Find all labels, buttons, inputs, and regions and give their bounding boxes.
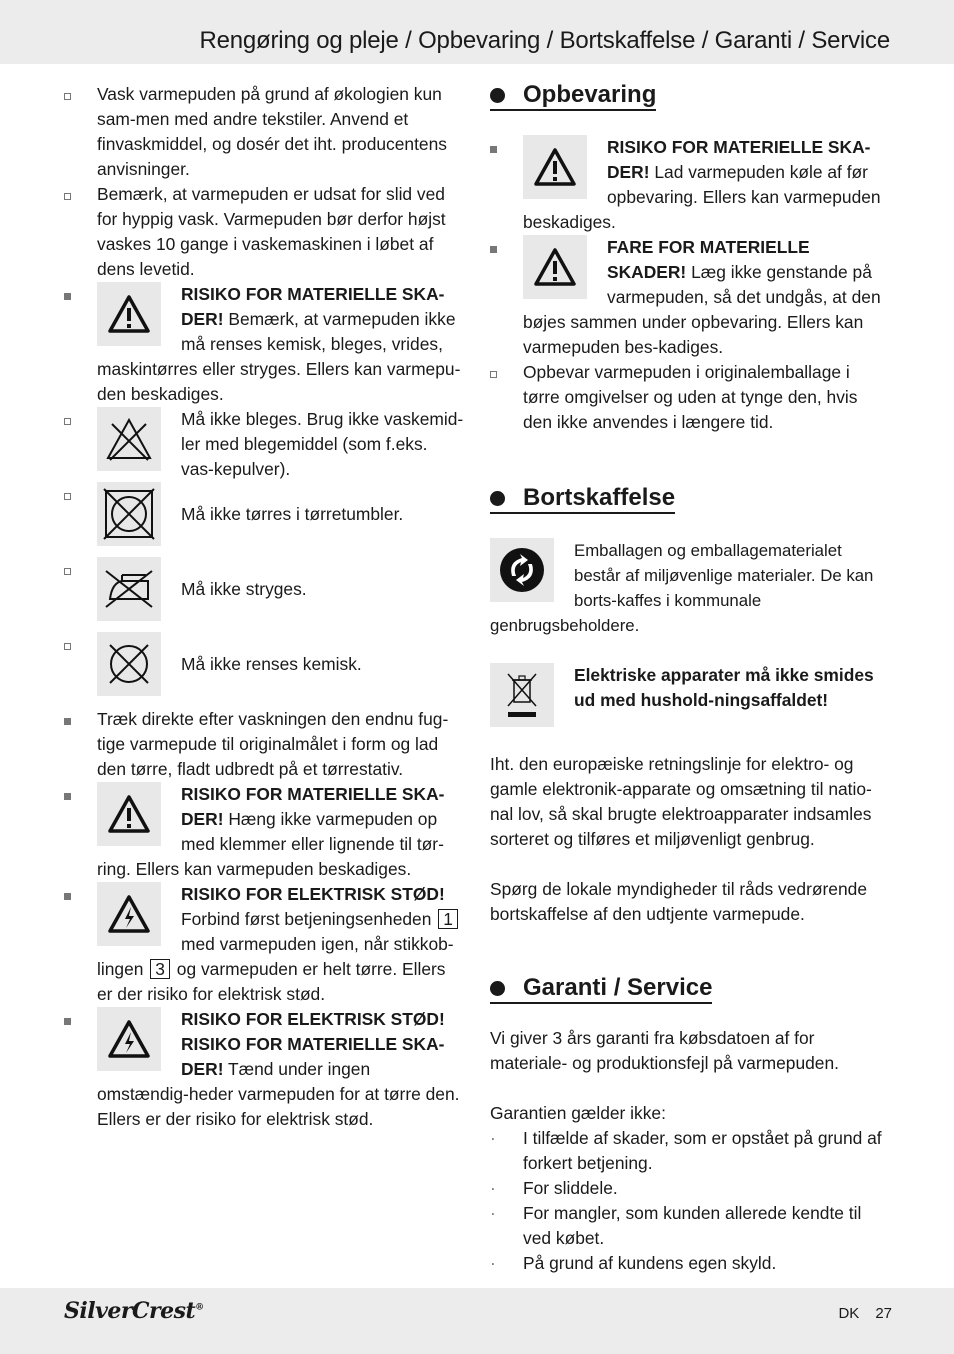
reference-number: 1 (438, 909, 458, 929)
hollow-bullet-icon (490, 371, 497, 378)
hollow-bullet-icon (64, 93, 71, 100)
section-bortskaffelse (490, 485, 675, 514)
section-bullet-icon (490, 981, 505, 996)
hollow-bullet-icon (64, 193, 71, 200)
warning-heading: RISIKO FOR ELEKTRISK STØD! (181, 1009, 445, 1029)
section-title: Garanti / Service (523, 974, 713, 1001)
list-item-text: I tilfælde af skader, som er opstået på grund af forkert betjening. (523, 1128, 882, 1173)
section-underline (490, 109, 656, 111)
solid-bullet-icon (64, 718, 71, 725)
warning-text: Tænd under ingen omstændig-heder varmepuden for at tørre den. Ellers er der risiko for elektrisk stød. (97, 1059, 460, 1129)
section-title: Opbevaring (523, 81, 657, 108)
language-code: DK (838, 1305, 860, 1322)
paragraph: Vask varmepuden på grund af økologien kun sam-men med andre tekstiler. Anvend et finvaskmiddel, og dosér det iht. producentens anvisninger. (97, 84, 447, 179)
list-item: · For mangler, som kunden allerede kendte til ved købet. (490, 1203, 862, 1248)
warning-text: Lad varmepuden køle af før opbevaring. Ellers kan varmepuden beskadiges. (523, 162, 881, 232)
warning-text: med varmepuden igen, når stikkob-lingen (97, 934, 454, 979)
care-symbol-item (64, 407, 464, 482)
paragraph: Emballagen og emballagematerialet består af miljøvenlige materialer. De kan borts-kaffes i kommunale genbrugsbeholdere. (490, 541, 874, 635)
page-header (0, 0, 954, 64)
hollow-bullet-icon (64, 568, 71, 575)
warning-text: Bemærk, at varmepuden ikke må renses kemisk, bleges, vrides, maskintørres eller stryges. Ellers kan varmepu-den beskadiges. (97, 309, 461, 404)
solid-bullet-icon (490, 146, 497, 153)
section-opbevaring (490, 82, 656, 111)
reference-number: 3 (150, 959, 170, 979)
brand-name: SilverCrest (64, 1298, 196, 1324)
care-text: Må ikke bleges. Brug ikke vaskemid-ler med blegemiddel (som f.eks. vas-kepulver). (181, 409, 464, 479)
disposal-warning: Elektriske apparater må ikke smides ud med hushold-ningsaffaldet! (574, 665, 874, 710)
paragraph: Vi giver 3 års garanti fra købsdatoen af for materiale- og produktionsfejl på varmepuden. (490, 1028, 839, 1073)
section-underline (490, 512, 675, 514)
warning-triangle-icon (97, 282, 161, 346)
solid-bullet-icon (64, 1018, 71, 1025)
care-text: Må ikke tørres i tørretumbler. (181, 504, 404, 524)
list-item (64, 82, 464, 182)
care-text: Må ikke renses kemisk. (181, 654, 362, 674)
paragraph: Bemærk, at varmepuden er udsat for slid ved for hyppig vask. Varmepuden bør derfor højst vaskes 10 gange i vaskemaskinen i løbet af dens levetid. (97, 184, 446, 279)
crossed-bin-icon (490, 663, 554, 727)
list-item-text: For sliddele. (523, 1178, 618, 1198)
list-item: · I tilfælde af skader, som er opstået på grund af forkert betjening. (490, 1128, 882, 1173)
warning-text: Hæng ikke varmepuden op med klemmer eller lignende til tør-ring. Ellers kan varmepuden beskadiges. (97, 809, 444, 879)
brand-logo (64, 1298, 204, 1324)
electric-shock-icon (97, 882, 161, 946)
warning-text: Forbind først betjeningsenheden (181, 909, 432, 929)
hollow-bullet-icon (64, 493, 71, 500)
solid-bullet-icon (64, 893, 71, 900)
warning-item (64, 782, 464, 882)
warning-heading: RISIKO FOR ELEKTRISK STØD! (181, 884, 445, 904)
no-dry-clean-icon (97, 632, 161, 696)
paragraph: Iht. den europæiske retningslinje for elektro- og gamle elektronik-apparate og omsætning til natio-nal lov, så skal brugte elektroapparater indsamles sorteret og tilføres et miljøvenligt genbrug. (490, 754, 872, 849)
section-bullet-icon (490, 491, 505, 506)
section-garanti (490, 975, 712, 1004)
section-title: Bortskaffelse (523, 484, 676, 511)
list-item: · For sliddele. (490, 1178, 618, 1198)
warning-item (490, 235, 890, 360)
section-underline (490, 1002, 712, 1004)
list-item-text: På grund af kundens egen skyld. (523, 1253, 777, 1273)
list-item: · På grund af kundens egen skyld. (490, 1253, 777, 1273)
registered-mark: ® (195, 1302, 204, 1313)
paragraph: Træk direkte efter vaskningen den endnu fug-tige varmepude til originalmålet i form og lad den tørre, fladt udbredt på et tørrestativ. (97, 709, 449, 779)
warning-heading: RISIKO FOR MATERIELLE SKA-DER! (181, 284, 445, 329)
hollow-bullet-icon (64, 643, 71, 650)
solid-bullet-icon (64, 293, 71, 300)
paragraph: Opbevar varmepuden i originalemballage i tørre omgivelser og uden at tynge den, hvis den ikke anvendes i længere tid. (523, 362, 858, 432)
solid-bullet-icon (64, 793, 71, 800)
warning-heading: RISIKO FOR MATERIELLE SKA-DER! (181, 784, 445, 829)
care-symbol-item (64, 557, 464, 632)
paragraph: Garantien gælder ikke: (490, 1103, 666, 1123)
list-item (490, 360, 890, 435)
warning-heading: FARE FOR MATERIELLE SKADER! (607, 237, 810, 282)
hollow-bullet-icon (64, 418, 71, 425)
warning-item (64, 282, 464, 407)
section-bullet-icon (490, 88, 505, 103)
page-number-value: 27 (875, 1305, 892, 1322)
no-bleach-icon (97, 407, 161, 471)
disposal-electronics (490, 663, 890, 727)
left-column (64, 82, 464, 1132)
care-text: Må ikke stryges. (181, 579, 307, 599)
no-tumble-dry-icon (97, 482, 161, 546)
no-iron-icon (97, 557, 161, 621)
warning-item (490, 135, 890, 235)
list-item-text: For mangler, som kunden allerede kendte til ved købet. (523, 1203, 862, 1248)
list-item (64, 182, 464, 282)
warning-triangle-icon (523, 235, 587, 299)
warning-text: Læg ikke genstande på varmepuden, så det undgås, at den bøjes sammen under opbevaring. Ellers kan varmepuden bes-kadiges. (523, 262, 881, 357)
right-column (490, 82, 890, 1276)
page-number (838, 1305, 892, 1322)
warning-item (64, 1007, 464, 1132)
care-symbol-item (64, 482, 464, 557)
disposal-packaging (490, 538, 890, 638)
paragraph: Spørg de lokale myndigheder til råds vedrørende bortskaffelse af den udtjente varmepude. (490, 879, 867, 924)
warning-item (64, 882, 464, 1007)
solid-bullet-icon (490, 246, 497, 253)
page-title: Rengøring og pleje / Opbevaring / Bortskaffelse / Garanti / Service (199, 27, 890, 54)
warning-triangle-icon (523, 135, 587, 199)
warning-text: og varmepuden er helt tørre. Ellers er der risiko for elektrisk stød. (97, 959, 446, 1004)
warning-triangle-icon (97, 782, 161, 846)
green-dot-icon (490, 538, 554, 602)
warning-heading: RISIKO FOR MATERIELLE SKA-DER! (181, 1034, 445, 1079)
list-item (64, 707, 464, 782)
care-symbol-item (64, 632, 464, 707)
electric-shock-icon (97, 1007, 161, 1071)
warning-heading: RISIKO FOR MATERIELLE SKA-DER! (607, 137, 871, 182)
